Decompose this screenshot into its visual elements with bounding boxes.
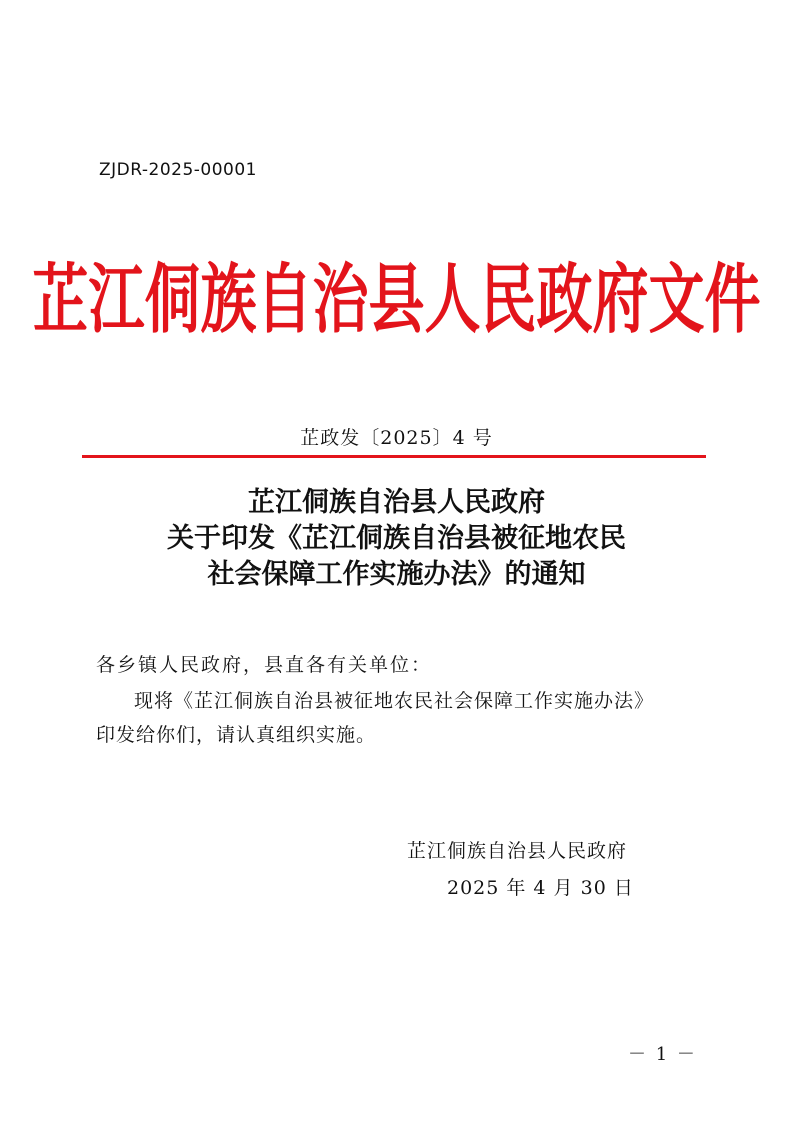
- salutation: 各乡镇人民政府，县直各有关单位：: [96, 654, 433, 676]
- registration-number: ZJDR-2025-00001: [99, 160, 257, 180]
- document-number: 芷政发〔2025〕4 号: [300, 427, 493, 449]
- red-separator-line: [82, 455, 706, 458]
- title-line-2: 关于印发《芷江侗族自治县被征地农民: [167, 523, 626, 554]
- body-line-1: 现将《芷江侗族自治县被征地农民社会保障工作实施办法》: [134, 690, 655, 712]
- title-line-1: 芷江侗族自治县人民政府: [248, 487, 545, 518]
- page-number: － 1 －: [628, 1044, 697, 1065]
- title-line-3: 社会保障工作实施办法》的通知: [207, 559, 586, 590]
- red-header-issuer-title: 芷江侗族自治县人民政府文件: [32, 255, 761, 345]
- body-paragraph: [96, 684, 696, 752]
- body-line-2: 印发给你们，请认真组织实施。: [96, 724, 377, 746]
- document-title: [0, 485, 793, 593]
- signature-organization: 芷江侗族自治县人民政府: [407, 840, 628, 862]
- signature-date: 2025 年 4 月 30 日: [447, 877, 634, 899]
